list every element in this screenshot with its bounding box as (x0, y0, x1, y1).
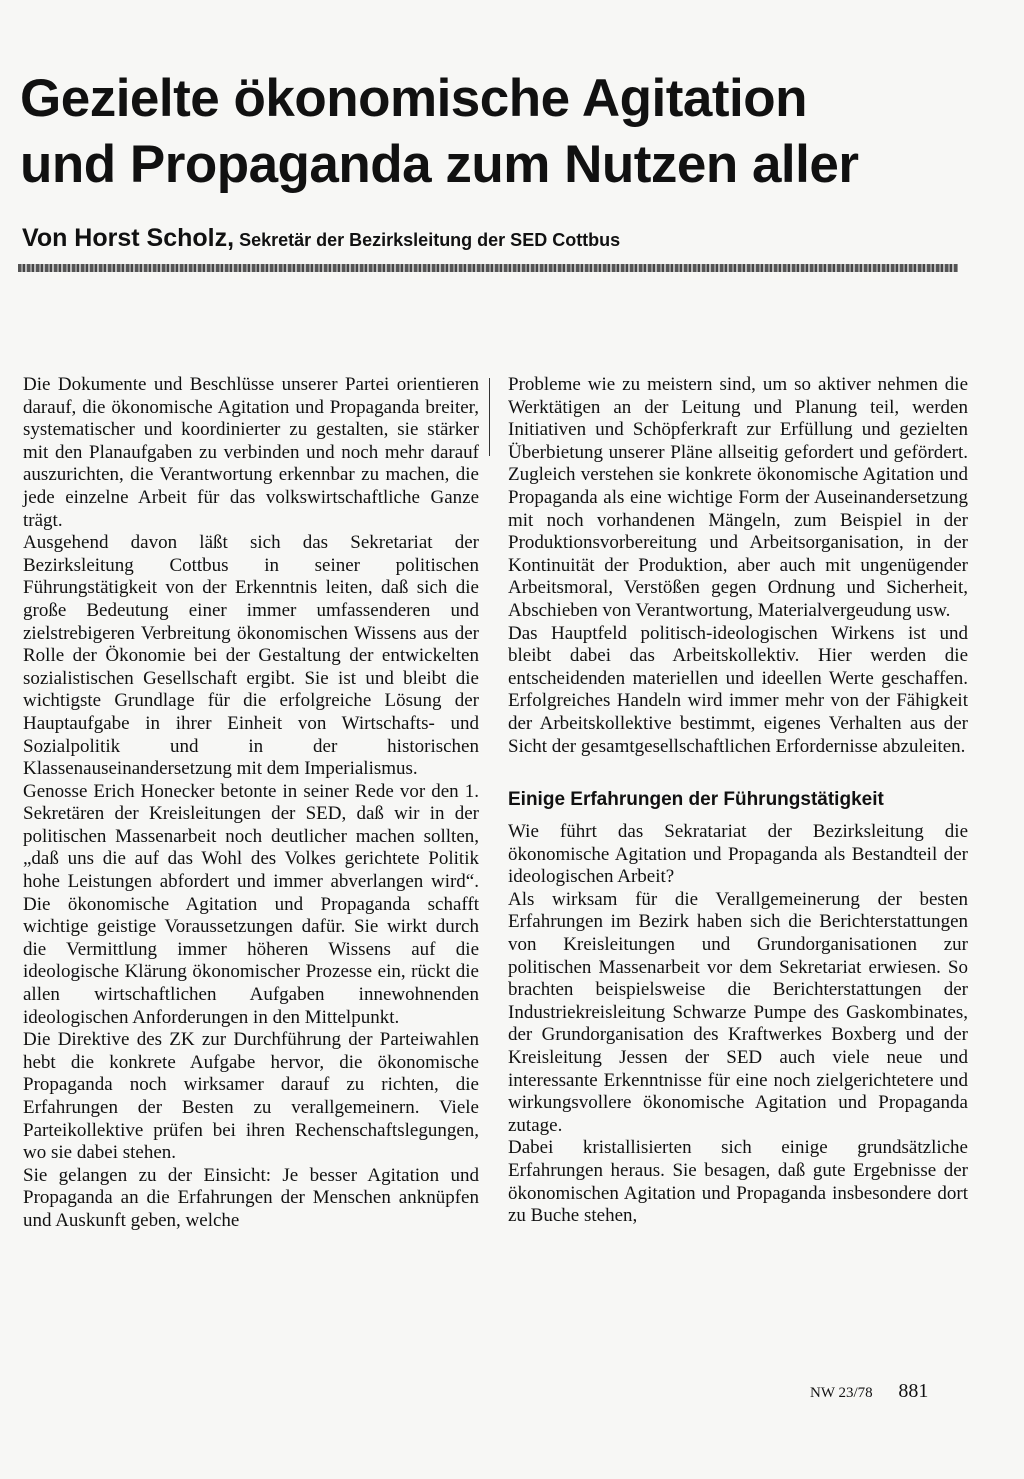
title-rule (18, 264, 958, 272)
paragraph: Probleme wie zu meistern sind, um so aktiver nehmen die Werktätigen an der Leitung und Planung teil, werden Initiativen und Schöpferkraft zur Erfüllung und gezielten Überbietung unserer Pläne allseitig gefordert und gefördert. Zugleich verstehen sie konkrete ökonomische Agitation und Propaganda als eine wichtige Form der Auseinandersetzung mit noch vorhandenen Mängeln, zum Beispiel in der Produktionsvorbereitung und Arbeitsorganisation, in der Kontinuität der Produktion, aber auch mit ungenügender Arbeitsmoral, Verstößen gegen Ordnung und Sicherheit, Abschieben von Verantwortung, Materialvergeudung usw. (508, 374, 968, 621)
page-footer (810, 1380, 928, 1403)
byline (22, 224, 620, 253)
column-divider (489, 378, 490, 456)
section-subheading: Einige Erfahrungen der Führungstätigkeit (508, 789, 884, 811)
paragraph: Die Direktive des ZK zur Durchführung der Parteiwahlen hebt die konkrete Aufgabe hervor, die ökonomische Propaganda noch wirksamer darauf zu richten, die Erfahrungen der Besten zu verallgemeinern. Viele Parteikollektive prüfen bei ihren Rechenschaftslegungen, wo sie dabei stehen. (23, 1029, 479, 1164)
paragraph: Ausgehend davon läßt sich das Sekretariat der Bezirksleitung Cottbus in seiner politischen Führungstätigkeit von der Erkenntnis leiten, daß sich die große Bedeutung einer immer umfassenderen und zielstrebigeren Verbreitung ökonomischen Wissens aus der Rolle der Ökonomie bei der Gestaltung der entwickelten sozialistischen Gesellschaft ergibt. Sie ist und bleibt die wichtigste Grundlage für die erfolgreiche Lösung der Hauptaufgabe in ihrer Einheit von Wirtschafts- und Sozialpolitik und in der historischen Klassenauseinandersetzung mit dem Imperialismus. (23, 532, 479, 780)
byline-author: Von Horst Scholz, (22, 224, 235, 252)
issue-label: NW 23/78 (810, 1385, 873, 1401)
article-headline (20, 66, 1010, 198)
headline-line-1: Gezielte ökonomische Agitation (20, 69, 807, 128)
paragraph: Wie führt das Sekratariat der Bezirksleitung die ökonomische Agitation und Propaganda als Bestandteil der ideologischen Arbeit? (508, 821, 968, 888)
paragraph: Das Hauptfeld politisch-ideologischen Wirkens ist und bleibt dabei das Arbeitskollektiv. Hier werden die entscheidenden materiellen und ideellen Werte geschaffen. Erfolgreiches Handeln wird immer mehr von der Fähigkeit der Arbeitskollektive bestimmt, eigenes Verhalten aus der Sicht der gesamtgesellschaftlichen Erfordernisse abzuleiten. (508, 622, 968, 757)
paragraph: Genosse Erich Honecker betonte in seiner Rede vor den 1. Sekretären der Kreisleitungen der SED, daß wir in der politischen Massenarbeit noch deutlicher machen sollten, „daß uns die auf das Wohl des Volkes gerichtete Politik hohe Leistungen abfordert und immer abverlangen wird“. Die ökonomische Agitation und Propaganda schafft wichtige geistige Voraussetzungen dafür. Sie wirkt durch die Vermittlung immer höheren Wissens auf die ideologische Klärung ökonomischer Prozesse ein, rückt die allen wirtschaftlichen Aufgaben innewohnenden ideologischen Anforderungen in den Mittelpunkt. (23, 780, 479, 1028)
right-column (508, 374, 968, 1228)
left-column (23, 374, 479, 1233)
headline-line-2: und Propaganda zum Nutzen aller (20, 135, 859, 194)
paragraph: Dabei kristallisierten sich einige grundsätzliche Erfahrungen heraus. Sie besagen, daß gute Ergebnisse der ökonomischen Agitation und Propaganda insbesondere dort zu Buche stehen, (508, 1137, 968, 1227)
paragraph: Sie gelangen zu der Einsicht: Je besser Agitation und Propaganda an die Erfahrungen der Menschen anknüpfen und Auskunft geben, welche (23, 1164, 479, 1231)
paragraph: Als wirksam für die Verallgemeinerung der besten Erfahrungen im Bezirk haben sich die Berichterstattungen von Kreisleitungen und Grundorganisationen zur politischen Massenarbeit vor dem Sekretariat erwiesen. So brachten beispielsweise die Berichterstattungen der Industriekreisleitung Schwarze Pumpe des Gaskombinates, der Grundorganisation des Kraftwerkes Boxberg und der Kreisleitung Jessen der SED auch viele neue und interessante Erkenntnisse für eine noch zielgerichtetere und wirkungsvollere ökonomische Agitation und Propaganda zutage. (508, 888, 968, 1136)
byline-role: Sekretär der Bezirksleitung der SED Cottbus (239, 230, 621, 250)
page-number: 881 (898, 1380, 929, 1402)
paragraph: Die Dokumente und Beschlüsse unserer Partei orientieren darauf, die ökonomische Agitation und Propaganda breiter, systematischer und koordinierter zu gestalten, sie stärker mit den Planaufgaben zu verbinden und noch mehr darauf auszurichten, die Verantwortung erkennbar zu machen, die jede einzelne Arbeit für das volkswirtschaftliche Ganze trägt. (23, 374, 479, 531)
